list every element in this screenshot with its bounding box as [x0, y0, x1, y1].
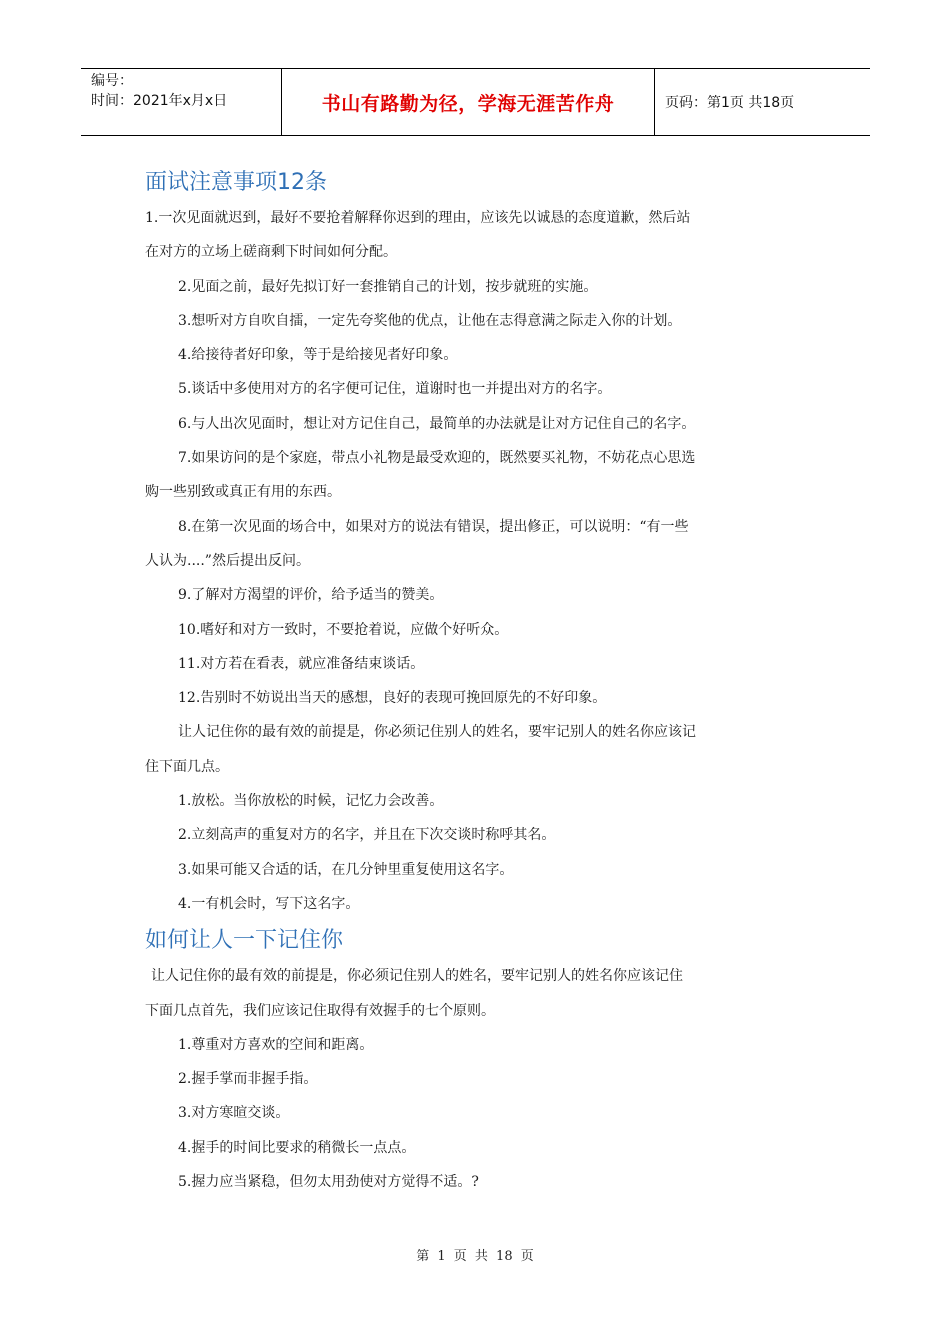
paragraph — [145, 715, 805, 784]
paragraph-line: 5.谈话中多使用对方的名字便可记住，道谢时也一并提出对方的名字。 — [178, 381, 612, 398]
paragraph-line: 4.握手的时间比要求的稍微长一点点。 — [178, 1139, 416, 1156]
paragraph-line: 下面几点首先，我们应该记住取得有效握手的七个原则。 — [145, 1002, 495, 1019]
paragraph-line: 10.嗜好和对方一致时，不要抢着说，应做个好听众。 — [178, 621, 509, 638]
paragraph-line: 让人记住你的最有效的前提是，你必须记住别人的姓名，要牢记别人的姓名你应该记 — [178, 724, 696, 741]
paragraph-line: 3.对方寒暄交谈。 — [178, 1105, 290, 1122]
paragraph-line: 5.握力应当紧稳，但勿太用劲使对方觉得不适。? — [178, 1174, 479, 1191]
header-motto: 书山有路勤为径，学海无涯苦作舟 — [282, 69, 655, 135]
paragraph-line: 2.立刻高声的重复对方的名字，并且在下次交谈时称呼其名。 — [178, 827, 556, 844]
paragraph — [145, 201, 805, 270]
paragraph-line: 1.放松。当你放松的时候，记忆力会改善。 — [178, 793, 444, 810]
page-footer: 第 1 页 共 18 页 — [416, 1249, 534, 1264]
paragraph-line: 4.给接待者好印象，等于是给接见者好印象。 — [178, 347, 458, 364]
paragraph-line: 1.一次见面就迟到，最好不要抢着解释你迟到的理由，应该先以诚恳的态度道歉，然后站 — [145, 210, 691, 226]
time-label: 时间：2021年x月x日 — [91, 93, 228, 109]
paragraph-line: 住下面几点。 — [145, 758, 229, 775]
paragraph-line: 9.了解对方渴望的评价，给予适当的赞美。 — [178, 587, 444, 604]
paragraph-line: 2.握手掌而非握手指。 — [178, 1071, 318, 1088]
paragraph-line: 11.对方若在看表，就应准备结束谈话。 — [178, 655, 425, 672]
paragraph-line: 1.尊重对方喜欢的空间和距离。 — [178, 1036, 374, 1053]
section-title-interview-tips: 面试注意事项12条 — [145, 170, 327, 195]
paragraph-line: 人认为....”然后提出反问。 — [145, 552, 310, 569]
paragraph — [145, 441, 805, 510]
number-label: 编号： — [91, 73, 133, 89]
paragraph-line: 8.在第一次见面的场合中，如果对方的说法有错误，提出修正，可以说明：“有一些 — [178, 518, 689, 535]
paragraph-line: 购一些别致或真正有用的东西。 — [145, 484, 341, 501]
paragraph-line: 3.想听对方自吹自擂，一定先夸奖他的优点，让他在志得意满之际走入你的计划。 — [178, 312, 682, 329]
section-title-remember-you: 如何让人一下记住你 — [145, 928, 344, 954]
header-meta — [81, 69, 282, 135]
paragraph-line: 12.告别时不妨说出当天的感想，良好的表现可挽回原先的不好印象。 — [178, 690, 607, 707]
paragraph-line: 4.一有机会时，写下这名字。 — [178, 895, 360, 912]
paragraph-line: 7.如果访问的是个家庭，带点小礼物是最受欢迎的，既然要买礼物，不妨花点心思选 — [178, 450, 696, 467]
paragraph-line: 3.如果可能又合适的话，在几分钟里重复使用这名字。 — [178, 861, 514, 878]
paragraph-line: 6.与人出次见面时，想让对方记住自己，最简单的办法就是让对方记住自己的名字。 — [178, 415, 696, 432]
paragraph-line: 2.见面之前，最好先拟订好一套推销自己的计划，按步就班的实施。 — [178, 278, 598, 295]
paragraph — [145, 510, 805, 579]
paragraph-line: 让人记住你的最有效的前提是，你必须记住别人的姓名，要牢记别人的姓名你应该记住 — [151, 968, 683, 985]
document-body — [145, 165, 805, 1199]
header-page-label: 页码：第1页 共18页 — [665, 95, 795, 111]
paragraph — [145, 959, 805, 1028]
paragraph-line: 在对方的立场上磋商剩下时间如何分配。 — [145, 244, 397, 261]
page-header — [81, 68, 870, 136]
